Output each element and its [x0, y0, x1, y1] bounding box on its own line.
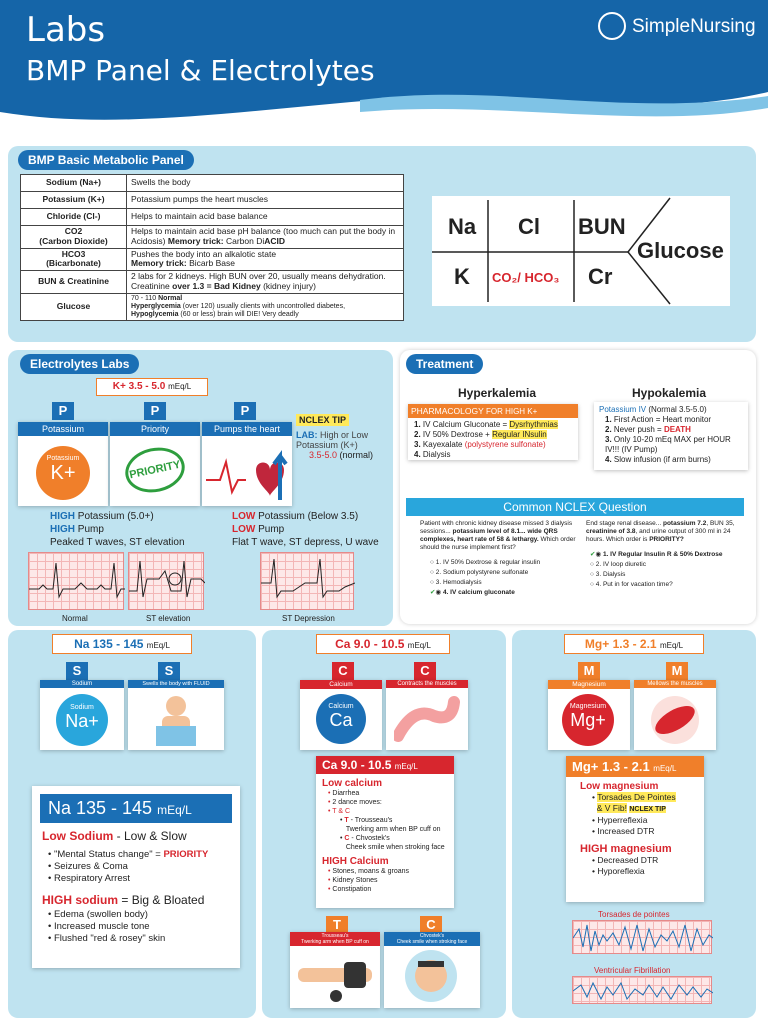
list-item: • 2 dance moves: — [328, 799, 382, 806]
lab-name: Sodium (Na+) — [21, 175, 127, 192]
heart-pump-icon — [206, 440, 290, 504]
swells-card: Swells the body with FLUID — [128, 680, 224, 750]
list-item: • Kidney Stones — [328, 877, 378, 884]
fb-k: K — [454, 264, 470, 289]
letter-s: S — [158, 662, 180, 680]
answer-option[interactable]: ○ 1. IV 50% Dextrose & regular insulin — [430, 559, 541, 566]
k-range-badge: K+ 3.5 - 5.0 mEq/L — [96, 378, 208, 396]
bmp-table — [20, 174, 404, 321]
answer-option[interactable]: ○ 3. Hemodialysis — [430, 579, 482, 586]
magnesium-info-card: Mg+ 1.3 - 2.1 mEq/L Low magnesium • Torsades De Pointes & V Fib! NCLEX TIP • Hyperreflexia • Increased DTR HIGH magnesium • Decreased DTR • Hyporeflexia — [566, 756, 704, 902]
list-item: • C - Chvostek's Cheek smile when stroking face — [340, 835, 445, 851]
ecg-label: ST Depression — [282, 614, 335, 623]
calcium-icon: Calcium Ca — [316, 694, 366, 744]
brand-logo-icon — [598, 12, 626, 40]
list-item: • Seizures & Coma — [48, 861, 128, 872]
answer-option[interactable]: ○ 3. Dialysis — [590, 571, 626, 578]
mellows-card: Mellows the muscles — [634, 680, 716, 750]
fb-na: Na — [448, 214, 477, 239]
trousseau-card: Trousseau's Twerking arm when BP cuff on — [290, 932, 380, 1008]
lab-name: Chloride (Cl-) — [21, 209, 127, 226]
letter-m: M — [666, 662, 688, 680]
letter-m: M — [578, 662, 600, 680]
na-range-badge: Na 135 - 145 mEq/L — [52, 634, 192, 654]
answer-option[interactable]: ✔◉ 4. IV calcium gluconate — [430, 589, 515, 596]
lab-desc: Swells the body — [127, 175, 404, 192]
ecg-label: Normal — [62, 614, 88, 623]
table-row — [21, 209, 404, 226]
letter-p: P — [144, 402, 166, 420]
list-item: • Flushed "red & rosey" skin — [48, 933, 166, 944]
fb-cr: Cr — [588, 264, 613, 289]
list-item: • Hyperreflexia — [592, 815, 648, 825]
potassium-card: Potassium Potassium K+ — [18, 422, 108, 506]
fb-glucose: Glucose — [637, 238, 724, 263]
ecg-label: Ventricular Fibrillation — [594, 966, 671, 975]
bp-cuff-arm-icon — [296, 948, 374, 1004]
answer-option[interactable]: ✔◉ 1. IV Regular Insulin R & 50% Dextrose — [590, 551, 723, 558]
list-item: • Increased DTR — [592, 826, 655, 836]
ecg-torsades — [572, 920, 712, 954]
lab-desc: 70 - 110 Normal Hyperglycemia (over 120) usually clients with uncontrolled diabetes, Hypoglycemia (60 or less) brain will DIE! Very deadly — [127, 293, 404, 320]
nclex-q1: Patient with chronic kidney disease missed 3 dialysis sessions... potassium level of 8.1... wide QRS complexes, heart rate of 58 & lethargy. Which order should the nurse implement first? ○ 1. IV 50% Dextrose & regular insulin ○ 2. Sodium polystyrene sulfonate ○ 3. Hemodialysis ✔◉ 4. IV calcium gluconate — [420, 520, 582, 598]
lab-desc: 2 labs for 2 kidneys. High BUN over 20, usually means dehydration. Creatinine over 1.3 = Bad Kidney (kidney injury) — [127, 271, 404, 294]
muscle-icon — [644, 694, 706, 746]
page-title: Labs — [26, 10, 106, 50]
sodium-info-card: Na 135 - 145 mEq/L Low Sodium - Low & Slow • "Mental Status change" = PRIORITY • Seizures & Coma • Respiratory Arrest HIGH sodium = Big & Bloated • Edema (swollen body) • Increased muscle tone • Flushed "red & rosey" skin — [32, 786, 240, 968]
lab-desc: Helps to maintain acid base pH balance (too much can put the body in Acidosis) Memory trick: Carbon DiACID — [127, 226, 404, 249]
hypokalemia-heading: Hypokalemia — [632, 386, 707, 400]
table-row — [21, 293, 404, 320]
lab-desc: Potassium pumps the heart muscles — [127, 192, 404, 209]
fb-bun: BUN — [578, 214, 626, 239]
list-item: • Respiratory Arrest — [48, 873, 130, 884]
priority-card: Priority PRIORITY — [110, 422, 200, 506]
potassium-icon: Potassium K+ — [36, 446, 90, 500]
lab-desc: Helps to maintain acid base balance — [127, 209, 404, 226]
lab-name: HCO3 (Bicarbonate) — [21, 248, 127, 271]
answer-option[interactable]: ○ 4. Put in for vacation time? — [590, 581, 673, 588]
face-icon — [400, 948, 462, 1004]
brand-name: SimpleNursing — [632, 16, 756, 37]
ecg-normal — [28, 552, 124, 610]
ecg-label: ST elevation — [146, 614, 191, 623]
letter-c: C — [420, 916, 442, 934]
lab-desc: Pushes the body into an alkalotic state Memory trick: Bicarb Base — [127, 248, 404, 271]
calcium-info-card: Ca 9.0 - 10.5 mEq/L Low calcium • Diarrhea • 2 dance moves: • T & C • T - Trousseau's Twerking arm when BP cuff on • C - Chvostek's Cheek smile when stroking face HIGH Calcium • Stones, moans & groans • Kidney Stones • Constipation — [316, 756, 454, 908]
table-row — [21, 175, 404, 192]
letter-c: C — [414, 662, 436, 680]
flexed-arm-icon — [394, 696, 460, 744]
electrolytes-pill: Electrolytes Labs — [20, 354, 139, 374]
ecg-vfib — [572, 976, 712, 1004]
fb-co2: CO₂/ HCO₃ — [492, 270, 560, 285]
table-row — [21, 271, 404, 294]
letter-t: T — [326, 916, 348, 934]
lab-name: Potassium (K+) — [21, 192, 127, 209]
ecg-label: Torsades de pointes — [598, 910, 670, 919]
calcium-card: Calcium Calcium Ca — [300, 680, 382, 750]
fb-cl: Cl — [518, 214, 540, 239]
treatment-pill: Treatment — [406, 354, 483, 374]
magnesium-icon: Magnesium Mg+ — [562, 694, 614, 746]
list-item: • Torsades De Pointes & V Fib! NCLEX TIP — [592, 792, 676, 813]
hypokalemia-card: Potassium IV (Normal 3.5-5.0) 1. First Action = Heart monitor 2. Never push = DEATH 3. Only 10-20 mEq MAX per HOUR IV!!! (IV Pump) 4. Slow infusion (if arm burns) — [594, 402, 748, 470]
nclex-q2: End stage renal disease... potassium 7.2, BUN 35, creatinine of 3.8, and urine output of 300 ml in 24 hours. Which order is PRIORITY? ✔◉ 1. IV Regular Insulin R & 50% Dextrose ○ 2. IV loop diuretic ○ 3. Dialysis ○ 4. Put in for vacation time? — [586, 520, 746, 590]
bmp-pill: BMP Basic Metabolic Panel — [18, 150, 194, 170]
list-item: • Constipation — [328, 886, 372, 893]
list-item: • Edema (swollen body) — [48, 909, 148, 920]
high-k-text: HIGH Potassium (5.0+) HIGH Pump Peaked T waves, ST elevation — [50, 511, 185, 548]
ca-range-badge: Ca 9.0 - 10.5 mEq/L — [316, 634, 450, 654]
table-row — [21, 192, 404, 209]
list-item: • Stones, moans & groans — [328, 868, 410, 875]
answer-option[interactable]: ○ 2. IV loop diuretic — [590, 561, 646, 568]
nclex-tip-k: NCLEX TIP LAB: High or Low Potassium (K+) 3.5-5.0 (normal) — [296, 415, 374, 460]
list-item: • Increased muscle tone — [48, 921, 150, 932]
low-k-text: LOW Potassium (Below 3.5) LOW Pump Flat T wave, ST depress, U wave — [232, 511, 379, 548]
table-row — [21, 248, 404, 271]
letter-p: P — [234, 402, 256, 420]
lab-name: Glucose — [21, 293, 127, 320]
page-subtitle: BMP Panel & Electrolytes — [26, 54, 375, 87]
page-header — [0, 0, 768, 132]
letter-s: S — [66, 662, 88, 680]
table-row — [21, 226, 404, 249]
list-item: • T & C — [328, 808, 351, 815]
lab-name: BUN & Creatinine — [21, 271, 127, 294]
pumps-card: Pumps the heart — [202, 422, 292, 506]
swollen-person-icon — [148, 692, 204, 748]
hyperkalemia-heading: Hyperkalemia — [458, 386, 537, 400]
list-item: • Decreased DTR — [592, 855, 659, 865]
letter-p: P — [52, 402, 74, 420]
contracts-card: Contracts the muscles — [386, 680, 468, 750]
list-item: • Diarrhea — [328, 790, 360, 797]
sodium-card: Sodium Sodium Na+ — [40, 680, 124, 750]
list-item: • T - Trousseau's Twerking arm when BP cuff on — [340, 817, 441, 833]
priority-stamp-icon: PRIORITY — [121, 442, 189, 498]
mg-range-badge: Mg+ 1.3 - 2.1 mEq/L — [564, 634, 704, 654]
letter-c: C — [332, 662, 354, 680]
ecg-st-depression — [260, 552, 354, 610]
chvostek-card: Chvostek's Cheek smile when stroking face — [384, 932, 480, 1008]
list-item: • Hyporeflexia — [592, 866, 645, 876]
hyperkalemia-card: PHARMACOLOGY FOR HIGH K+ 1. IV Calcium Gluconate = Dysrhythmias 2. IV 50% Dextrose + Regular INsulin 3. Kayexalate (polystyrene sulfonate) 4. Dialysis — [408, 404, 578, 460]
answer-option[interactable]: ○ 2. Sodium polystyrene sulfonate — [430, 569, 529, 576]
bmp-fishbone — [432, 196, 730, 306]
sodium-icon: Sodium Na+ — [56, 694, 108, 746]
nclex-question-title: Common NCLEX Question — [406, 498, 744, 516]
ecg-st-elevation — [128, 552, 204, 610]
magnesium-card: Magnesium Magnesium Mg+ — [548, 680, 630, 750]
list-item: • "Mental Status change" = PRIORITY — [48, 849, 209, 860]
lab-name: CO2 (Carbon Dioxide) — [21, 226, 127, 249]
